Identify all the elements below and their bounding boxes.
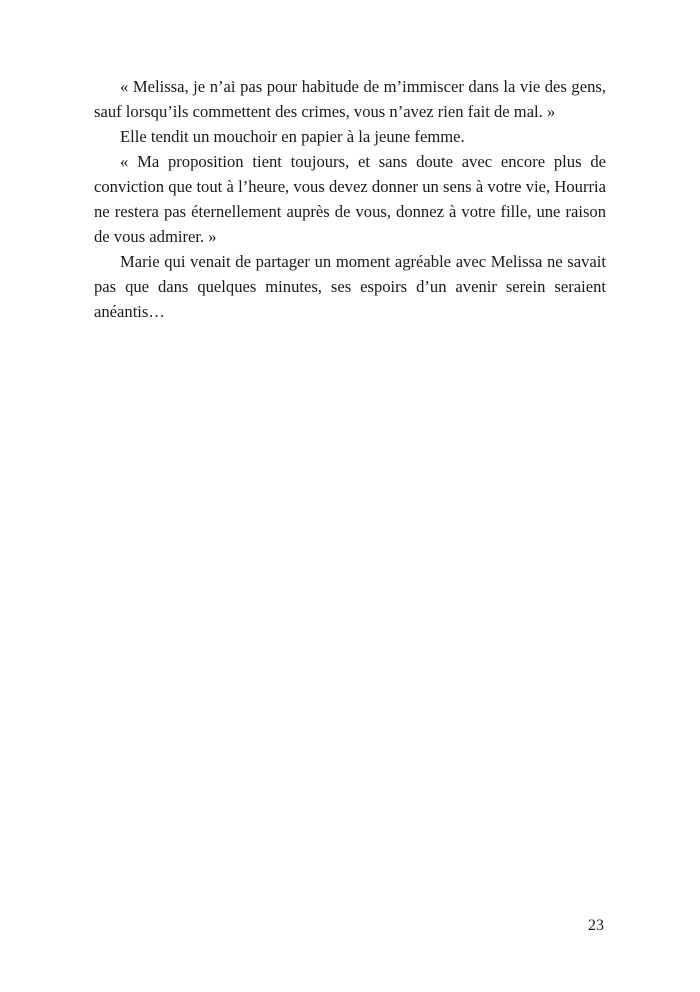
body-text [94,74,606,324]
paragraph-3: « Ma proposition tient toujours, et sans doute avec encore plus de conviction que tout à l’heure, vous devez donner un sens à votre vie, Hourria ne restera pas éternellement auprès de vous, donnez à votre fille, une raison de vous admirer. » [94,152,606,246]
page-number: 23 [588,917,604,934]
paragraph-1: « Melissa, je n’ai pas pour habitude de m’immiscer dans la vie des gens, sauf lorsqu’ils commettent des crimes, vous n’avez rien fait de mal. » [94,77,606,121]
paragraph-4: Marie qui venait de partager un moment agréable avec Melissa ne savait pas que dans quelques minutes, ses espoirs d’un avenir serein seraient anéantis… [94,252,606,321]
paragraph-2: Elle tendit un mouchoir en papier à la jeune femme. [120,127,465,146]
